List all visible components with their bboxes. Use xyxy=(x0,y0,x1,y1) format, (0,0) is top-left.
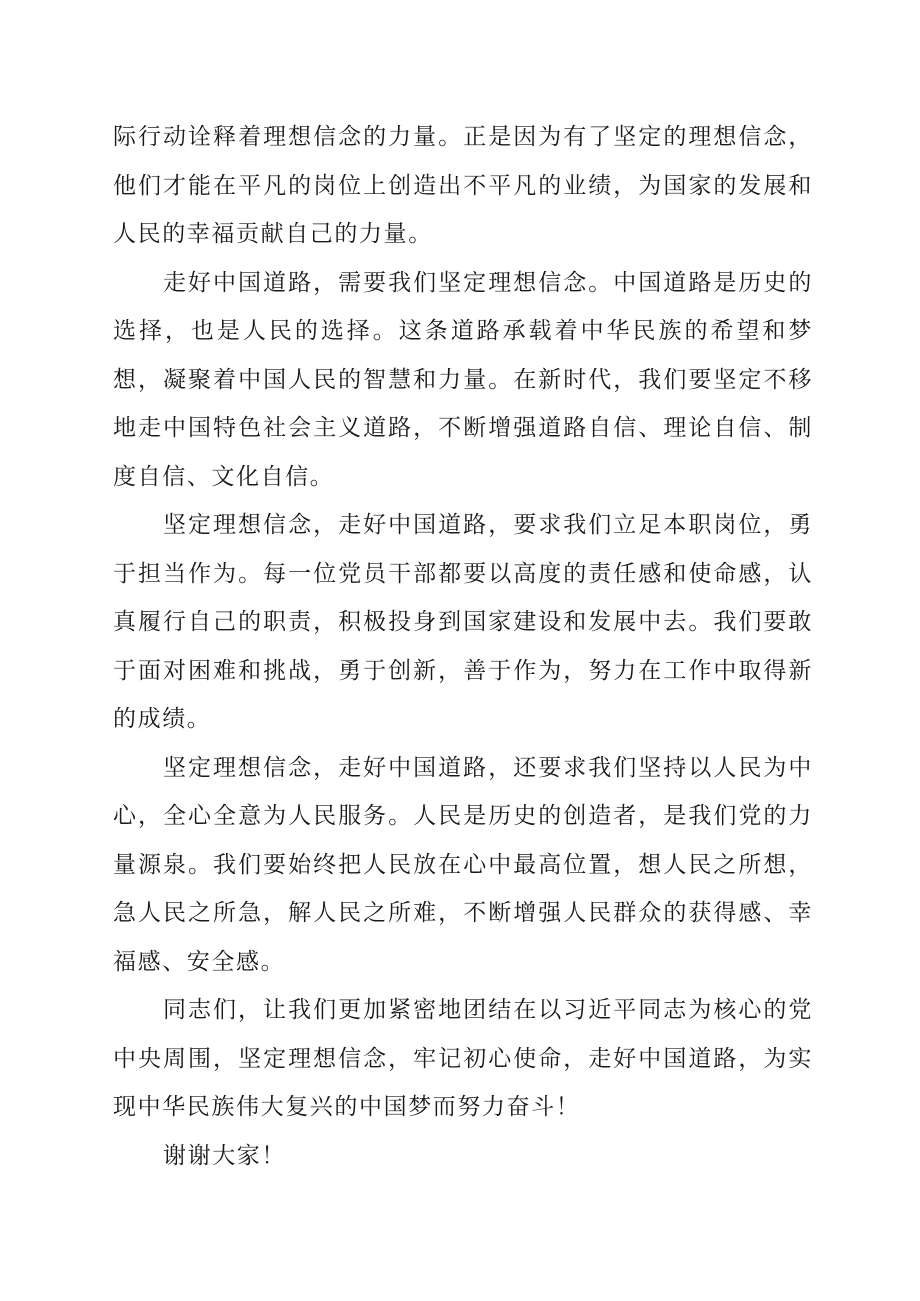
paragraph-thanks: 谢谢大家！ xyxy=(163,1142,286,1169)
paragraph-people-centered: 坚定理想信念，走好中国道路，还要求我们坚持以人民为中心，全心全意为人民服务。人民是历史的创造者，是我们党的力量源泉。我们要始终把人民放在心中最高位置，想人民之所想，急人民之所急，解人民之所难，不断增强人民群众的获得感、幸福感、安全感。 xyxy=(113,754,813,975)
paragraph-responsibility: 坚定理想信念，走好中国道路，要求我们立足本职岗位，勇于担当作为。每一位党员干部都要以高度的责任感和使命感，认真履行自己的职责，积极投身到国家建设和发展中去。我们要敢于面对困难和挑战，勇于创新，善于作为，努力在工作中取得新的成绩。 xyxy=(113,512,813,732)
paragraph-closing-call: 同志们，让我们更加紧密地团结在以习近平同志为核心的党中央周围，坚定理想信念，牢记初心使命，走好中国道路，为实现中华民族伟大复兴的中国梦而努力奋斗！ xyxy=(113,997,813,1120)
document-body xyxy=(113,113,813,1180)
paragraph-continuation: 际行动诠释着理想信念的力量。正是因为有了坚定的理想信念，他们才能在平凡的岗位上创造出不平凡的业绩，为国家的发展和人民的幸福贡献自己的力量。 xyxy=(113,124,813,247)
paragraph-chinese-road: 走好中国道路，需要我们坚定理想信念。中国道路是历史的选择，也是人民的选择。这条道路承载着中华民族的希望和梦想，凝聚着中国人民的智慧和力量。在新时代，我们要坚定不移地走中国特色社会主义道路，不断增强道路自信、理论自信、制度自信、文化自信。 xyxy=(113,269,813,490)
